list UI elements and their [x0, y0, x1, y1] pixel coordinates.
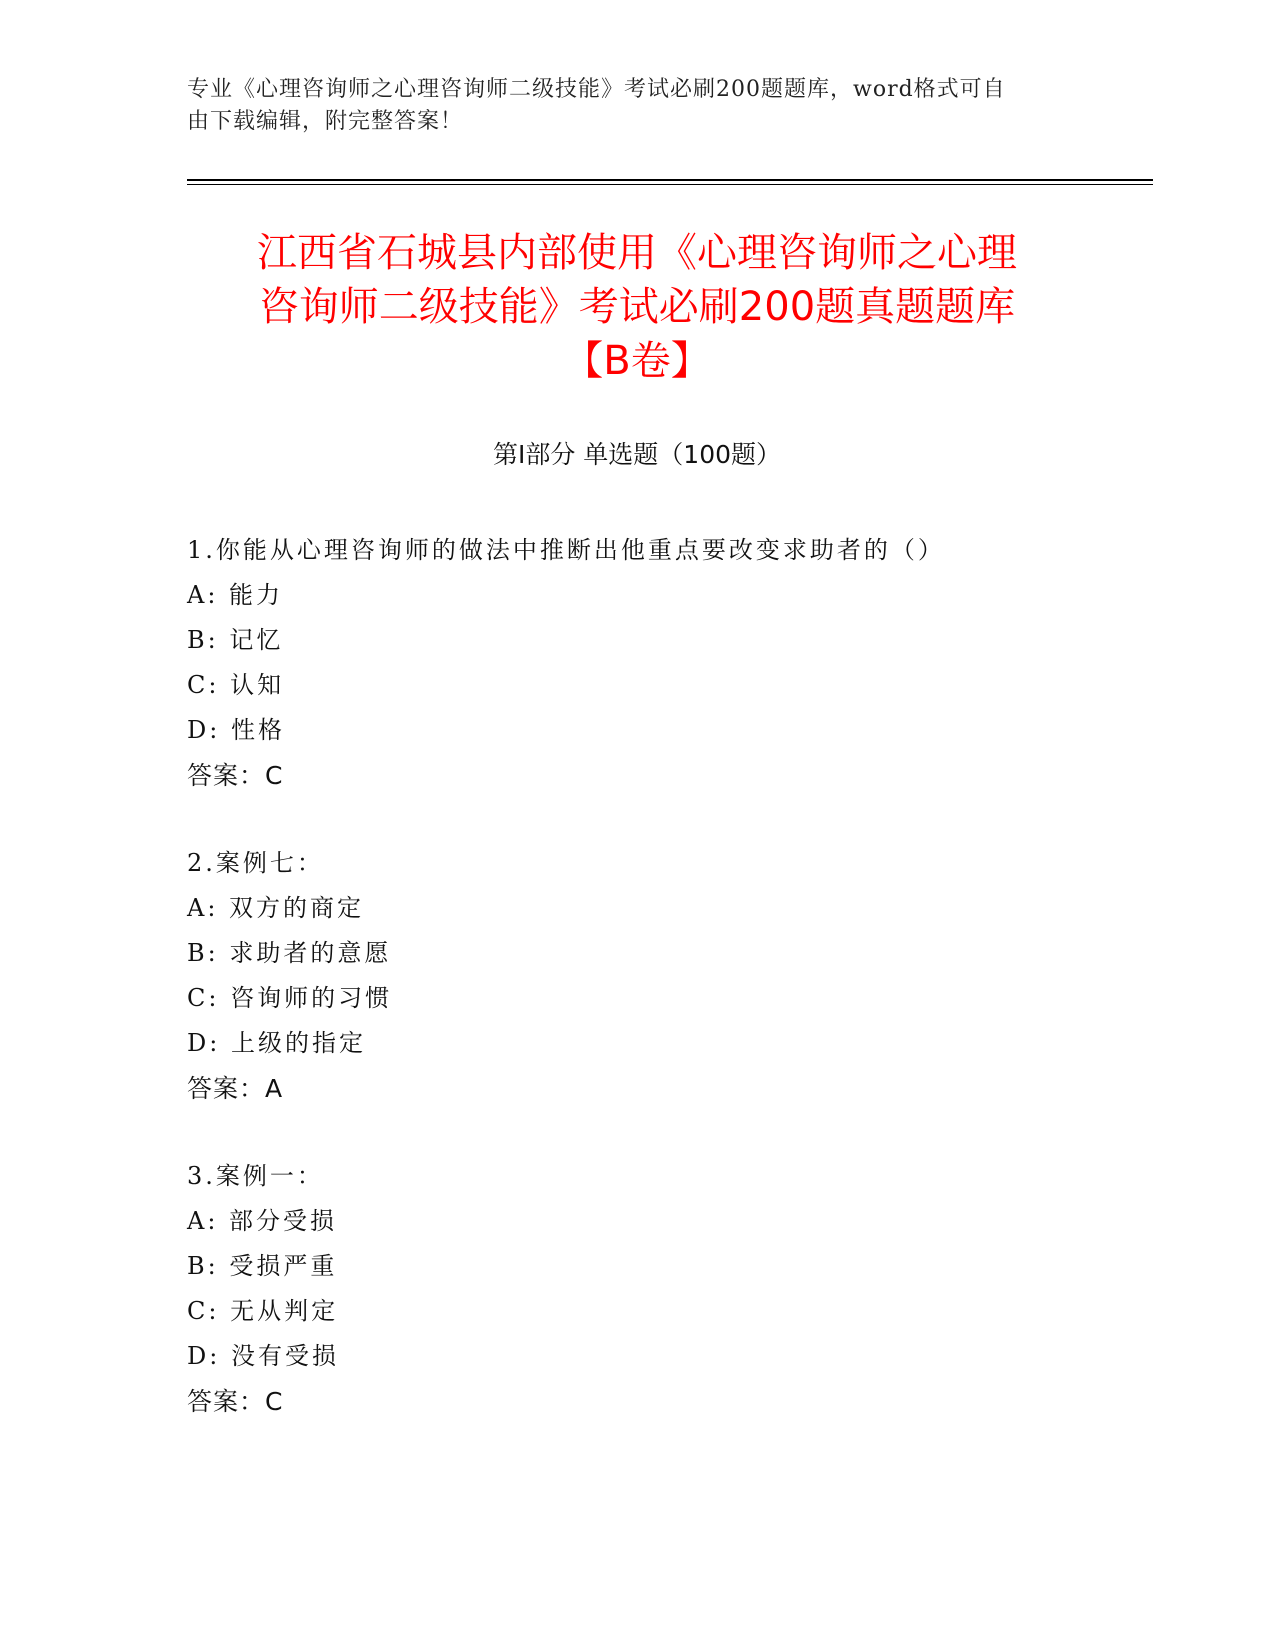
option-c: C: 认知	[187, 671, 285, 699]
question-list	[187, 528, 1087, 1467]
question-3	[187, 1154, 1087, 1424]
option-c: C: 咨询师的习惯	[187, 984, 393, 1012]
header-note	[187, 74, 1067, 138]
header-divider-thin	[187, 184, 1153, 185]
option-c: C: 无从判定	[187, 1297, 339, 1325]
option-b: B: 求助者的意愿	[187, 939, 392, 967]
header-divider-thick	[187, 179, 1153, 181]
answer: 答案：C	[187, 761, 284, 790]
option-b: B: 记忆	[187, 626, 284, 654]
option-b: B: 受损严重	[187, 1252, 338, 1280]
header-note-line: 由下载编辑，附完整答案！	[187, 109, 464, 134]
answer: 答案：C	[187, 1387, 284, 1416]
section-heading: 第Ⅰ部分 单选题（100题）	[492, 440, 782, 469]
question-stem: 1.你能从心理咨询师的做法中推断出他重点要改变求助者的（）	[187, 536, 945, 564]
title-line: 江西省石城县内部使用《心理咨询师之心理	[257, 230, 1017, 276]
option-a: A: 双方的商定	[187, 894, 365, 922]
question-stem: 2.案例七：	[187, 849, 324, 877]
header-note-line: 专业《心理咨询师之心理咨询师二级技能》考试必刷200题题库，word格式可自	[187, 77, 1006, 102]
document-title	[187, 226, 1087, 388]
question-2	[187, 841, 1087, 1111]
title-line: 【B卷】	[563, 338, 711, 384]
option-d: D: 性格	[187, 716, 285, 744]
option-a: A: 能力	[187, 581, 284, 609]
answer: 答案：A	[187, 1074, 284, 1103]
question-stem: 3.案例一：	[187, 1162, 324, 1190]
option-d: D: 上级的指定	[187, 1029, 366, 1057]
option-d: D: 没有受损	[187, 1342, 339, 1370]
option-a: A: 部分受损	[187, 1207, 338, 1235]
question-1	[187, 528, 1087, 798]
title-line: 咨询师二级技能》考试必刷200题真题题库	[258, 284, 1016, 330]
